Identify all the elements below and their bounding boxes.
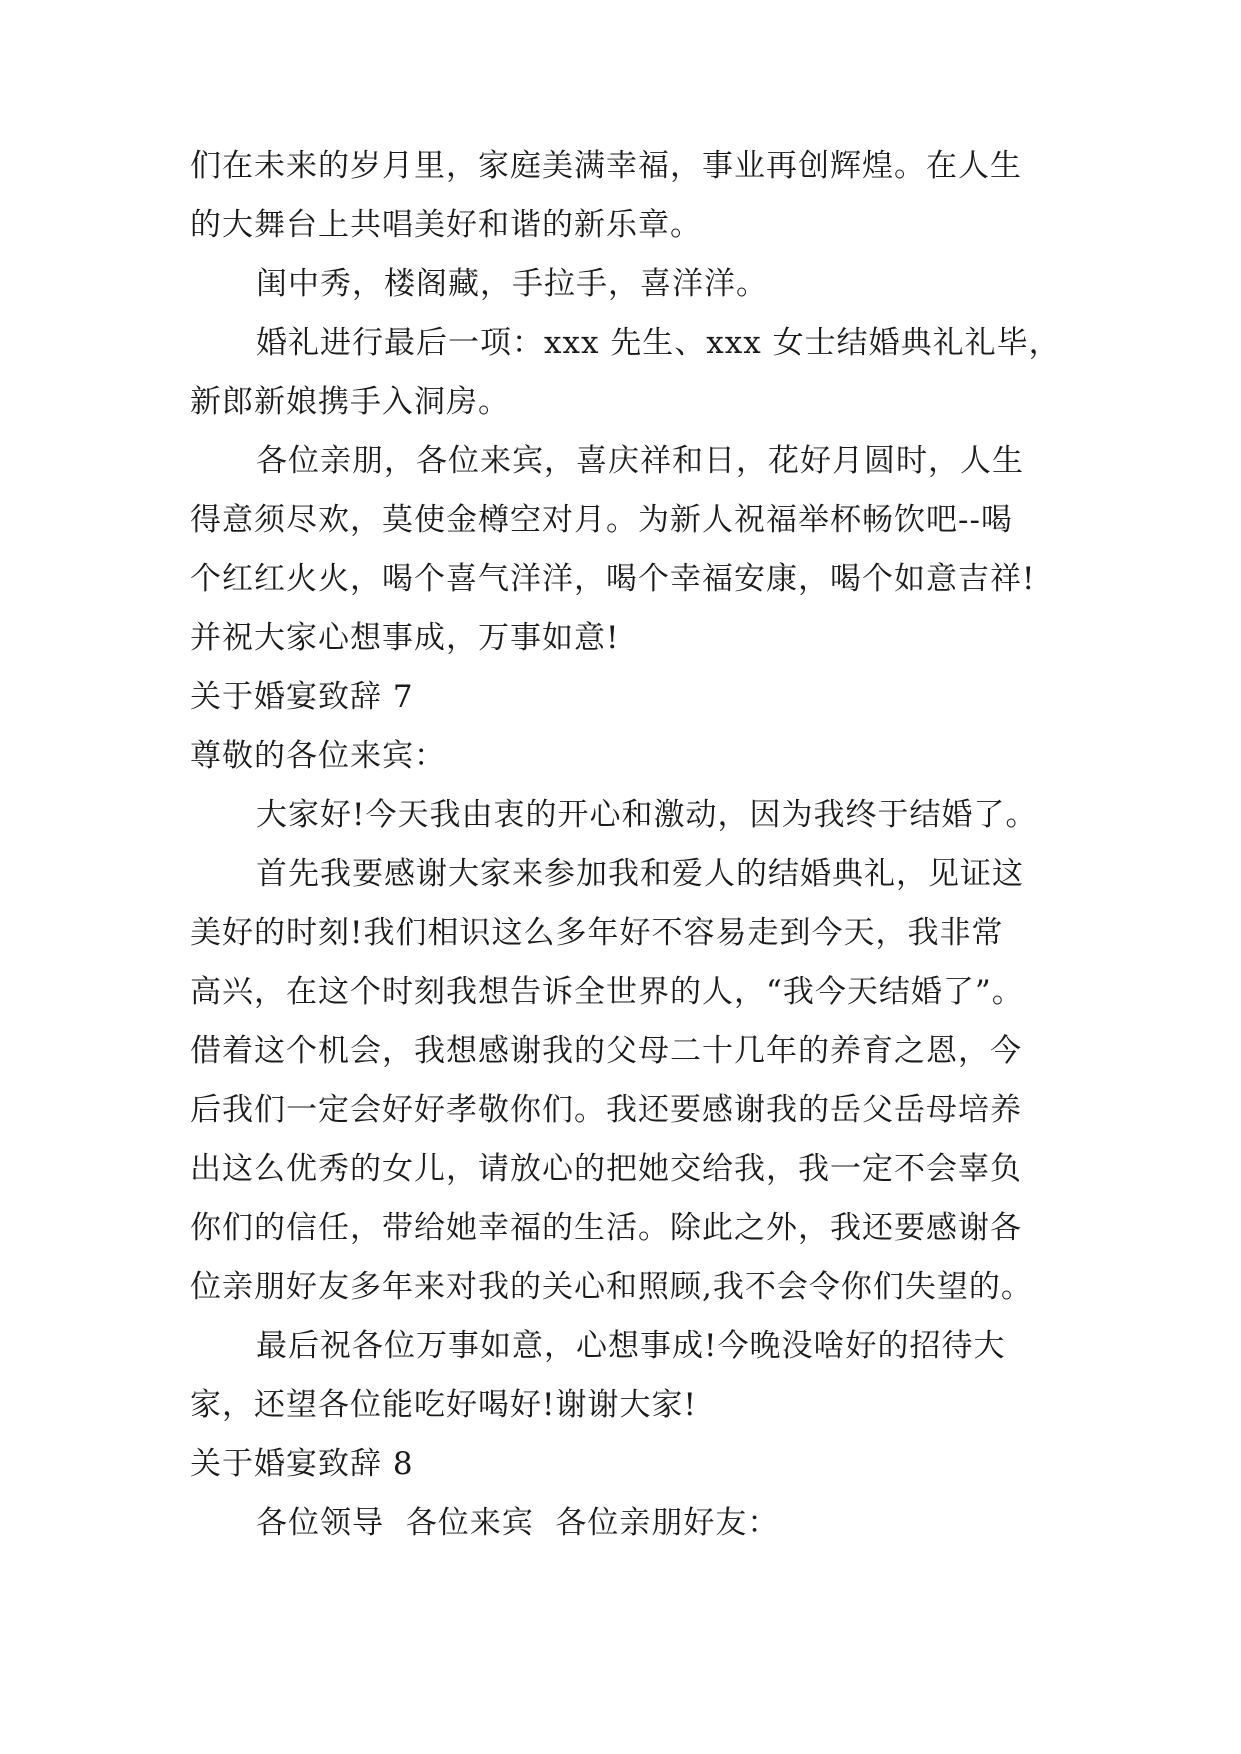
body-text-line: 借着这个机会，我想感谢我的父母二十几年的养育之恩，今 [190, 1033, 1022, 1069]
body-text-line: 出这么优秀的女儿，请放心的把她交给我，我一定不会辜负 [190, 1151, 1022, 1187]
body-text-line: 高兴，在这个时刻我想告诉全世界的人，“我今天结婚了”。 [190, 974, 1024, 1010]
body-text-line: 大家好!今天我由衷的开心和激动，因为我终于结婚了。 [256, 797, 1038, 833]
body-text-line: 闺中秀，楼阁藏，手拉手，喜洋洋。 [256, 266, 768, 302]
body-text-line: 新郎新娘携手入洞房。 [190, 384, 510, 420]
body-text-line: 的大舞台上共唱美好和谐的新乐章。 [190, 207, 702, 243]
body-text-line: 最后祝各位万事如意，心想事成!今晚没啥好的招待大 [256, 1328, 1006, 1364]
body-text-line: 个红红火火，喝个喜气洋洋，喝个幸福安康，喝个如意吉祥! [190, 561, 1036, 597]
section-heading: 关于婚宴致辞 8 [190, 1446, 414, 1482]
salutation-line: 各位领导 各位来宾 各位亲朋好友： [256, 1505, 780, 1541]
body-text-line: 你们的信任，带给她幸福的生活。除此之外，我还要感谢各 [190, 1210, 1022, 1246]
body-text-line: 美好的时刻!我们相识这么多年好不容易走到今天，我非常 [190, 915, 1004, 951]
body-text-line: 首先我要感谢大家来参加我和爱人的结婚典礼，见证这 [256, 856, 1024, 892]
body-text-line: 婚礼进行最后一项：xxx 先生、xxx 女士结婚典礼礼毕， [256, 325, 1061, 361]
body-text-line: 得意须尽欢，莫使金樽空对月。为新人祝福举杯畅饮吧--喝 [190, 502, 1013, 538]
body-text-line: 后我们一定会好好孝敬你们。我还要感谢我的岳父岳母培养 [190, 1092, 1022, 1128]
body-text-line: 各位亲朋，各位来宾，喜庆祥和日，花好月圆时，人生 [256, 443, 1024, 479]
section-heading: 关于婚宴致辞 7 [190, 679, 414, 715]
salutation-line: 尊敬的各位来宾： [190, 738, 446, 774]
body-text-line: 家，还望各位能吃好喝好!谢谢大家! [190, 1387, 697, 1423]
body-text-line: 位亲朋好友多年来对我的关心和照顾,我不会令你们失望的。 [190, 1269, 1033, 1305]
body-text-line: 们在未来的岁月里，家庭美满幸福，事业再创辉煌。在人生 [190, 148, 1022, 184]
body-text-line: 并祝大家心想事成，万事如意! [190, 620, 620, 656]
